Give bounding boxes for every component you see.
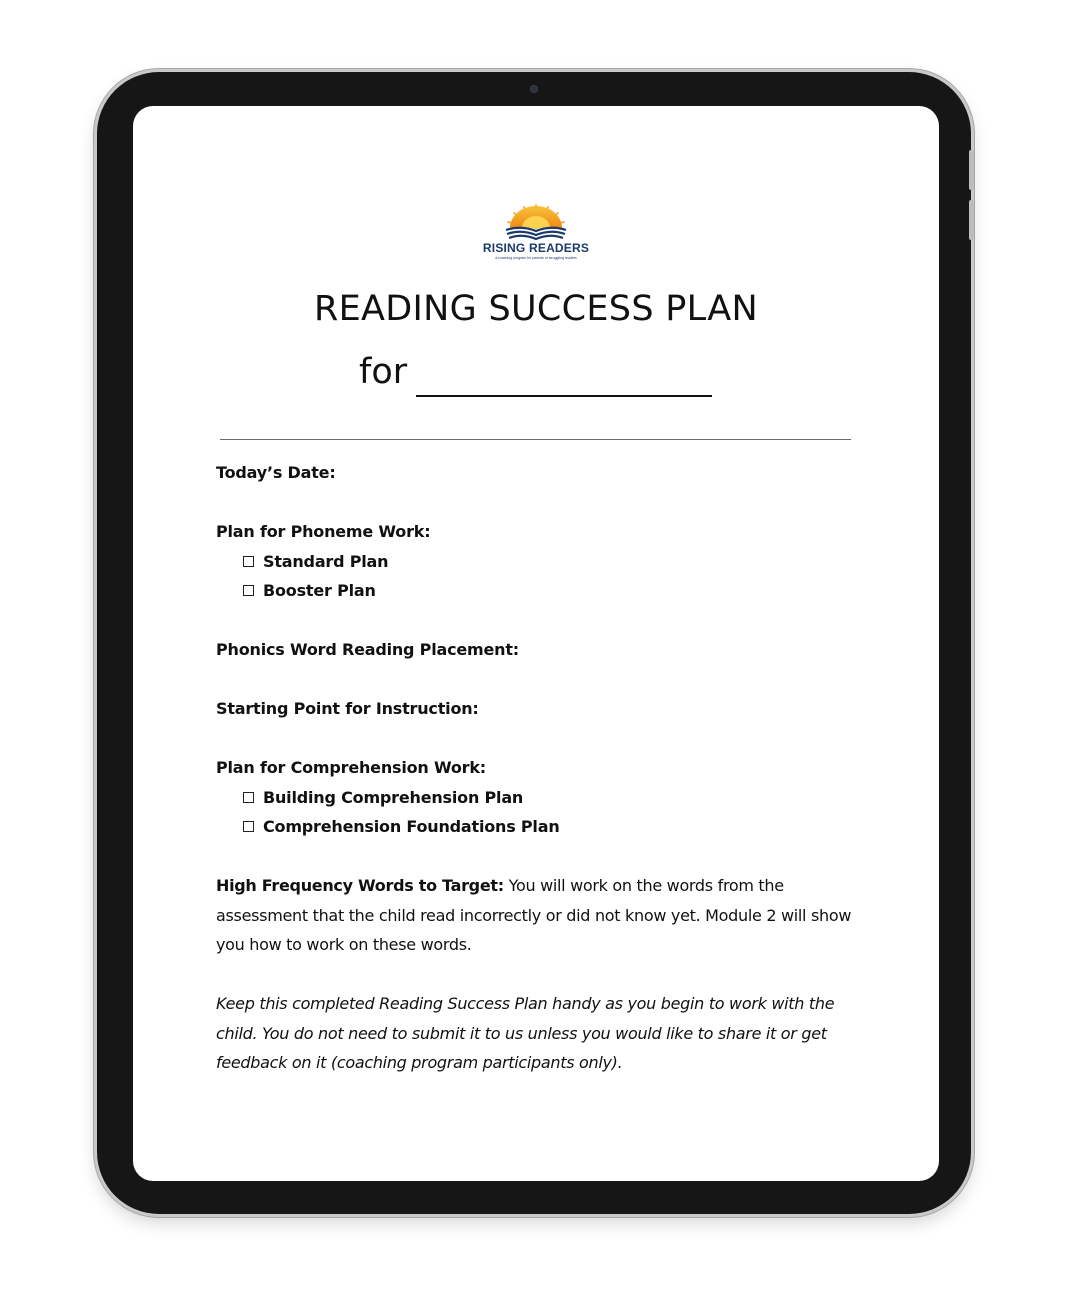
checkbox-icon[interactable] [243,821,254,832]
checkbox-icon[interactable] [243,792,254,803]
comprehension-plan-label: Plan for Comprehension Work: [216,758,486,777]
phoneme-plan-label: Plan for Phoneme Work: [216,522,431,541]
checkbox-icon[interactable] [243,585,254,596]
child-name-blank-line [416,395,712,397]
sun-book-icon [504,204,568,240]
option-label: Standard Plan [263,551,389,571]
logo-tagline: a coaching program for parents of struggling readers [495,256,577,260]
page-title: READING SUCCESS PLAN [314,289,758,329]
rising-readers-logo [133,204,939,260]
phoneme-option-standard[interactable] [216,547,866,577]
checkbox-icon[interactable] [243,556,254,567]
option-label: Booster Plan [263,581,376,600]
phoneme-option-booster[interactable] [216,576,866,606]
header-divider [220,439,851,440]
option-label: Building Comprehension Plan [263,787,524,807]
logo-wordmark: RISING READERS [482,241,590,255]
tablet-volume-down-button [969,200,974,240]
closing-note: Keep this completed Reading Success Plan handy as you begin to work with the child. You do not need to submit it to us unless you would like to share it or get feedback on it (coaching program participants only). [216,994,835,1072]
tablet-volume-up-button [969,150,974,190]
camera-icon [530,85,538,93]
starting-point-label: Starting Point for Instruction: [216,699,479,718]
tablet-screen [133,106,939,1181]
comprehension-option-foundations[interactable] [216,812,866,842]
title-for-label: for [359,352,408,392]
todays-date-label: Today’s Date: [216,463,336,482]
comprehension-option-building[interactable] [216,783,866,813]
plan-content [216,458,866,1078]
hfw-text: You will work on the words from the assessment that the child read incorrectly or did not know yet. Module 2 will show you how to work on these words. [216,876,852,954]
phonics-placement-label: Phonics Word Reading Placement: [216,640,519,659]
hfw-label: High Frequency Words to Target: [216,876,504,895]
high-frequency-words-paragraph [216,871,866,960]
option-label: Comprehension Foundations Plan [263,817,560,836]
